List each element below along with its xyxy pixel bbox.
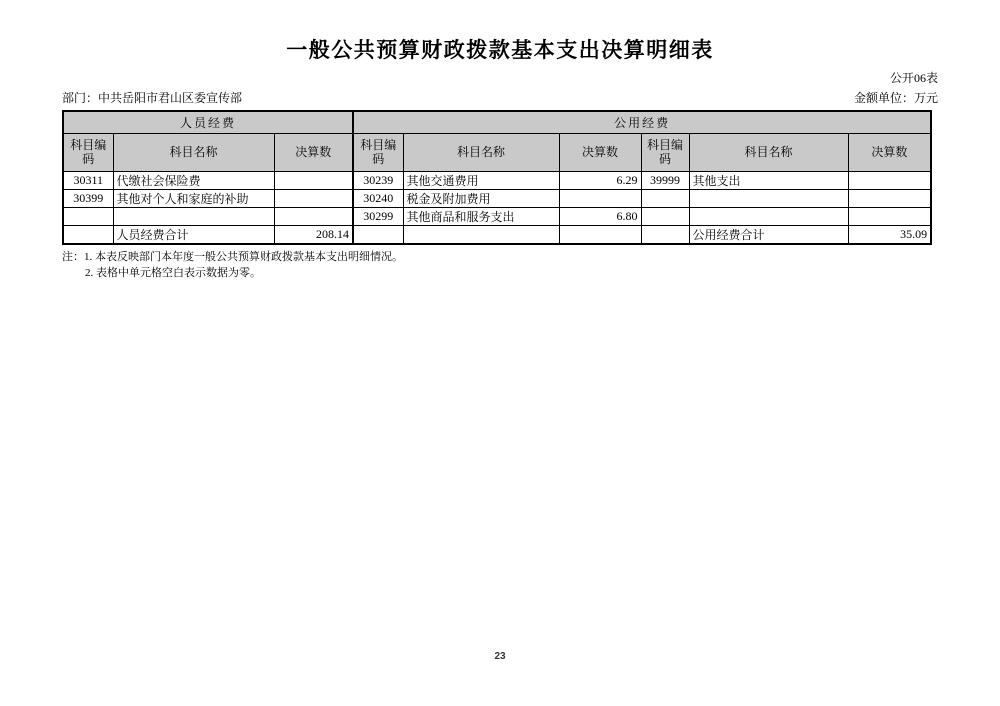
subject-code-cell bbox=[63, 225, 113, 244]
subject-name-cell bbox=[689, 207, 848, 225]
page-title: 一般公共预算财政拨款基本支出决算明细表 bbox=[286, 38, 714, 62]
amount-cell bbox=[559, 225, 641, 244]
amount-cell bbox=[559, 189, 641, 207]
footnote-2: 2. 表格中单元格空白表示数据为零。 bbox=[85, 266, 261, 279]
form-code-label: 公开06表 bbox=[889, 71, 938, 85]
subject-code-cell bbox=[63, 207, 113, 225]
col-header-subject-name: 科目名称 bbox=[403, 133, 559, 171]
col-header-final-amount: 决算数 bbox=[848, 133, 931, 171]
col-header-final-amount: 决算数 bbox=[274, 133, 353, 171]
subject-code-cell: 39999 bbox=[641, 171, 689, 189]
subject-name-cell: 代缴社会保险费 bbox=[113, 171, 274, 189]
expenditure-detail-table bbox=[62, 110, 932, 245]
personnel-total-label: 人员经费合计 bbox=[113, 225, 274, 244]
subject-name-cell: 税金及附加费用 bbox=[403, 189, 559, 207]
footnote-1: 注：1. 本表反映部门本年度一般公共预算财政拨款基本支出明细情况。 bbox=[62, 250, 403, 263]
amount-cell bbox=[848, 207, 931, 225]
col-header-subject-code: 科目编码 bbox=[63, 133, 113, 171]
amount-cell bbox=[274, 171, 353, 189]
subject-code-cell bbox=[641, 189, 689, 207]
amount-cell: 6.29 bbox=[559, 171, 641, 189]
section-personnel-funds: 人员经费 bbox=[63, 111, 353, 133]
subject-name-cell bbox=[113, 207, 274, 225]
col-header-subject-code: 科目编码 bbox=[641, 133, 689, 171]
public-total-label: 公用经费合计 bbox=[689, 225, 848, 244]
footnotes bbox=[62, 249, 1000, 281]
subject-code-cell: 30240 bbox=[353, 189, 403, 207]
public-total-amount: 35.09 bbox=[848, 225, 931, 244]
subject-code-cell bbox=[641, 207, 689, 225]
amount-cell: 6.80 bbox=[559, 207, 641, 225]
amount-cell bbox=[848, 171, 931, 189]
subject-name-cell: 其他支出 bbox=[689, 171, 848, 189]
personnel-total-amount: 208.14 bbox=[274, 225, 353, 244]
col-header-subject-code: 科目编码 bbox=[353, 133, 403, 171]
page-number: 23 bbox=[494, 651, 506, 662]
subject-name-cell: 其他交通费用 bbox=[403, 171, 559, 189]
subject-name-cell: 其他商品和服务支出 bbox=[403, 207, 559, 225]
subject-name-cell: 其他对个人和家庭的补助 bbox=[113, 189, 274, 207]
col-header-subject-name: 科目名称 bbox=[689, 133, 848, 171]
subject-code-cell: 30399 bbox=[63, 189, 113, 207]
table-row bbox=[63, 171, 931, 189]
table-row bbox=[63, 207, 931, 225]
department-label: 部门：中共岳阳市君山区委宣传部 bbox=[62, 91, 243, 105]
amount-cell bbox=[274, 207, 353, 225]
unit-label: 金额单位：万元 bbox=[853, 91, 938, 105]
subject-code-cell: 30239 bbox=[353, 171, 403, 189]
subject-code-cell: 30299 bbox=[353, 207, 403, 225]
subject-code-cell bbox=[353, 225, 403, 244]
subject-name-cell bbox=[689, 189, 848, 207]
total-row bbox=[63, 225, 931, 244]
amount-cell bbox=[848, 189, 931, 207]
meta-row bbox=[62, 89, 938, 106]
subject-code-cell: 30311 bbox=[63, 171, 113, 189]
amount-cell bbox=[274, 189, 353, 207]
section-header-row bbox=[63, 111, 931, 133]
col-header-subject-name: 科目名称 bbox=[113, 133, 274, 171]
table-row bbox=[63, 189, 931, 207]
subject-code-cell bbox=[641, 225, 689, 244]
column-header-row bbox=[63, 133, 931, 171]
subject-name-cell bbox=[403, 225, 559, 244]
col-header-final-amount: 决算数 bbox=[559, 133, 641, 171]
section-public-funds: 公用经费 bbox=[353, 111, 931, 133]
